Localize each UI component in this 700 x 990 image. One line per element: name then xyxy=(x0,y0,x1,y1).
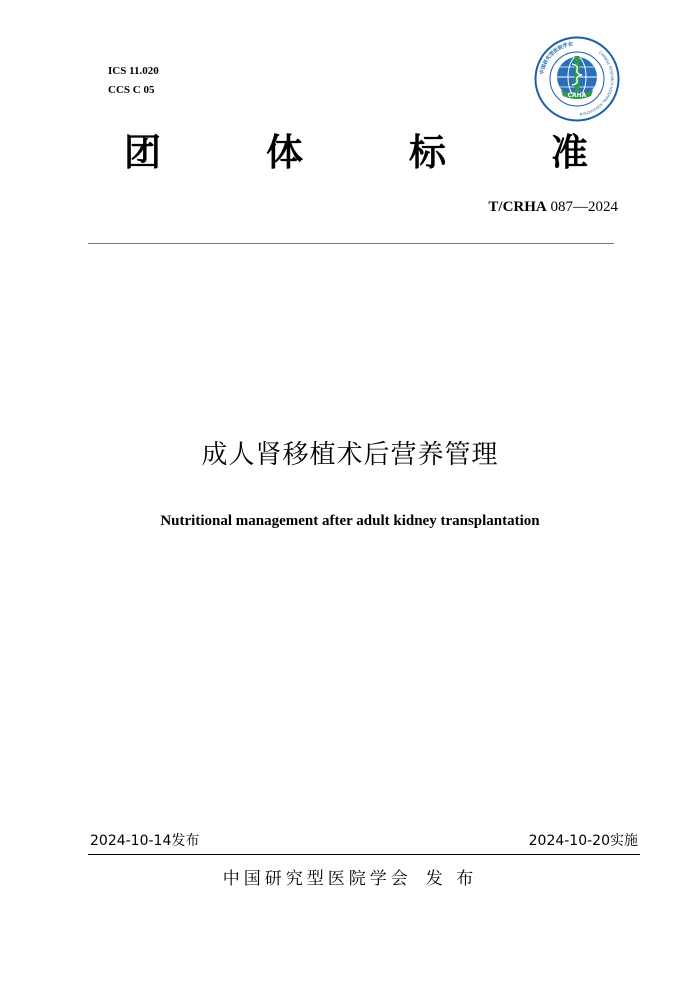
impl-label: 实施 xyxy=(610,833,638,849)
crha-logo-icon xyxy=(534,36,620,122)
issue-date xyxy=(90,830,199,850)
standard-number xyxy=(488,199,618,216)
publisher-action: 发 布 xyxy=(425,869,478,889)
english-title: Nutritional management after adult kidney transplantation xyxy=(160,513,540,529)
logo-ring-text: 中国研究型医院学会 xyxy=(539,41,574,76)
ics-code: ICS 11.020 xyxy=(108,65,159,77)
publisher-line xyxy=(0,864,700,889)
logo-abbr: CRHA xyxy=(567,92,587,99)
issue-label: 发布 xyxy=(171,833,200,849)
standard-code: 087—2024 xyxy=(550,199,618,215)
document-type-char: 准 xyxy=(551,131,588,174)
document-type-title xyxy=(0,128,700,178)
document-type-char: 团 xyxy=(124,131,161,174)
standard-prefix: T/CRHA xyxy=(488,199,547,215)
impl-date-value: 2024-10-20 xyxy=(528,833,610,849)
header-divider xyxy=(88,243,614,244)
chinese-title: 成人肾移植术后营养管理 xyxy=(201,440,499,470)
footer-divider xyxy=(88,854,640,855)
ccs-code: CCS C 05 xyxy=(108,84,155,96)
document-type-char: 体 xyxy=(266,131,303,174)
logo-ring-text-en: CHINESE RESEARCH HOSPITAL ASSOCIATION xyxy=(579,50,615,116)
implementation-date xyxy=(529,830,638,850)
publisher-name: 中国研究型医院学会 xyxy=(222,869,412,889)
issue-date-value: 2024-10-14 xyxy=(90,833,172,849)
document-type-char: 标 xyxy=(409,131,446,174)
